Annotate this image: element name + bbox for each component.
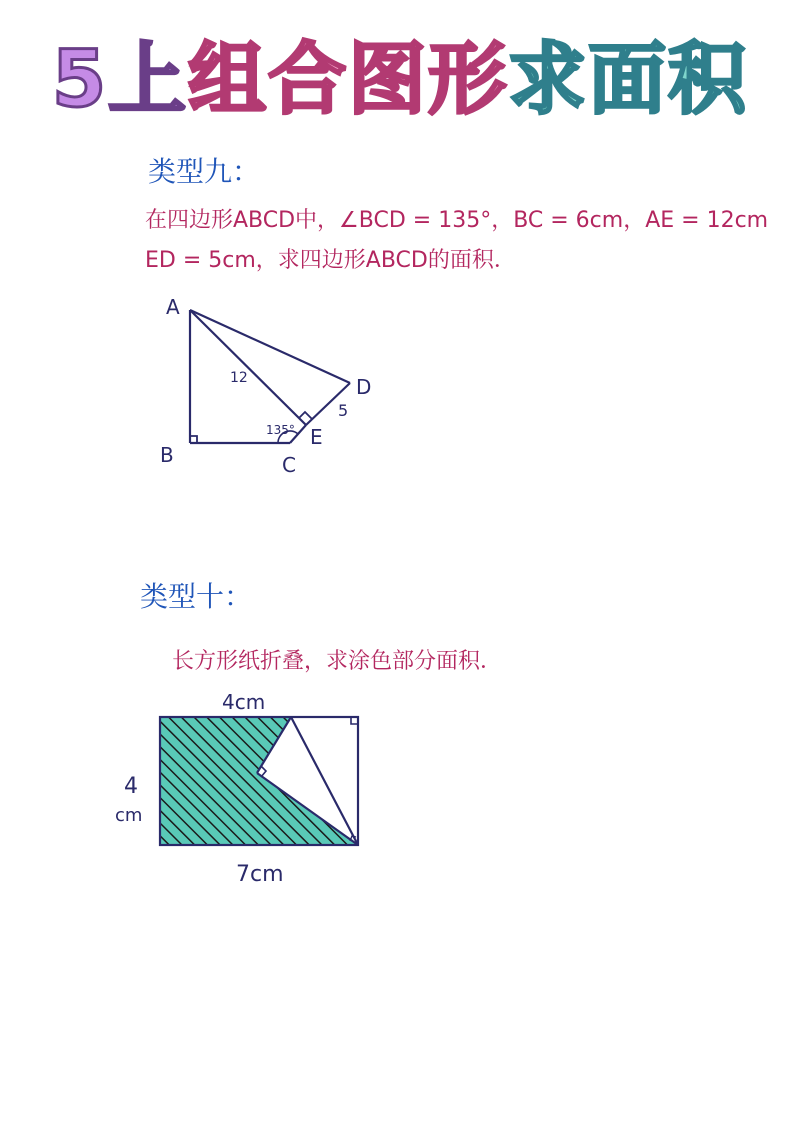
label-length-ae: 12 <box>230 370 248 386</box>
label-angle-c: 135° <box>266 423 295 437</box>
type-nine-label: 类型九： <box>148 155 261 188</box>
label-point-c: C <box>282 453 296 477</box>
label-left-unit: cm <box>115 805 143 826</box>
problem-nine-line-2: ED = 5cm，求四边形ABCD的面积． <box>145 248 516 273</box>
label-top-length: 4cm <box>222 690 266 714</box>
right-angle-mark-e <box>299 412 312 419</box>
quadrilateral-figure <box>140 290 400 490</box>
problem-ten-line-1: 长方形纸折叠，求涂色部分面积． <box>172 649 503 674</box>
type-ten-label: 类型十： <box>140 580 253 613</box>
label-point-a: A <box>166 295 180 319</box>
label-length-ed: 5 <box>338 401 349 420</box>
title-part-find-area: 求面积 <box>508 35 749 125</box>
label-point-d: D <box>356 375 372 399</box>
right-angle-mark-fold <box>261 766 266 777</box>
label-point-e: E <box>310 425 323 449</box>
shaded-region <box>160 717 358 845</box>
folded-rectangle-figure <box>110 685 390 890</box>
label-bottom-length: 7cm <box>236 862 284 887</box>
title-part-combined-figures: 组合图形 <box>188 35 509 125</box>
side-ad <box>190 310 350 383</box>
label-point-b: B <box>160 443 174 467</box>
page-title <box>50 18 750 128</box>
problem-nine-line-1: 在四边形ABCD中，∠BCD = 135°，BC = 6cm，AE = 12cm <box>145 208 769 233</box>
segment-ae <box>190 310 306 425</box>
label-left-number: 4 <box>124 774 138 799</box>
title-part-grade: 5上 <box>51 35 189 125</box>
